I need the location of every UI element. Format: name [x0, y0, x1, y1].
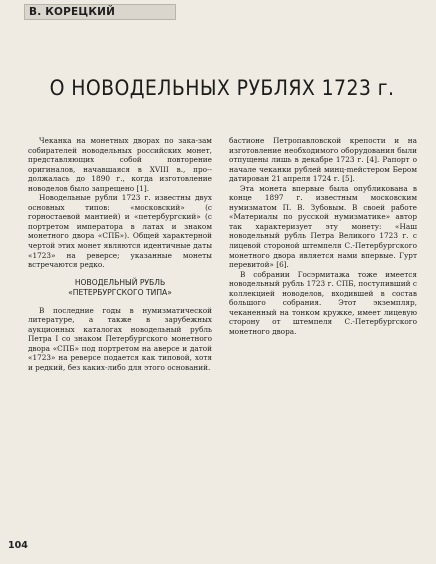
left-column — [28, 136, 212, 534]
paragraph: бастионе Петропавловской крепости и на изготовление необходимого оборудования были отпущены лишь в декабре 1723 г. [4]. Рапорт о начале чеканки рублей минц-meйстером Бером датирован 21 апреля 1724 г. [5]. — [229, 136, 417, 184]
right-column — [229, 136, 417, 560]
paragraph: Чеканка на монетных дворах по зака-зам собирателей новодельных российских монет, представляющих собой повторение оригиналов, начавшаяся в XVIII в., про-должалась до 1890 г., когда изготовление новоделов было запрещено [1]. — [28, 136, 212, 193]
paragraph: Новодельные рубли 1723 г. известны двух основных типов: «московский» (с горностаевой мантией) и «петербургский» (с портретом императора в латах и знаком монетного двора «СПБ»). Общей характерной чертой этих монет являются идентичные даты «1723» на реверсе; указанные монеты встречаются редко. — [28, 193, 212, 270]
section-subheading — [28, 278, 212, 298]
subheading-line: НОВОДЕЛЬНЫЙ РУБЛЬ — [74, 277, 166, 287]
article-title: О НОВОДЕЛЬНЫХ РУБЛЯХ 1723 г. — [49, 76, 395, 100]
paragraph: Эта монета впервые была опубликована в конце 1897 г. известным московским нумизматом П. В. Зубовым. В своей работе «Материалы по русской нумизматике» автор так характеризует эту монету: «Наш новодельный рубль Петра Великого 1723 г. с лицевой стороной штемпеля С.-Петербургского монетного двора является нами впервые. Гурт перевитой» [6]. — [229, 183, 417, 270]
paragraph: В собрании Госэрмитажа тоже имеется новодельный рубль 1723 г. СПБ, поступивший с коллекцией новоделов, входившей в состав большого собрания. Этот экземпляр, чеканенный на тонком кружке, имеет лицевую сторону от штемпеля С.-Петербургского монетного двора. — [229, 269, 417, 336]
paragraph: В последние годы в нумизматической литературе, а также в зарубежных аукционных каталогах новодельный рубль Петра I со знаком Петербургского монетного двора «СПБ» под портретом на аверсе и датой «1723» на реверсе подается как типовой, хотя и редкий, без каких-либо для этого оснований. — [28, 305, 212, 372]
subheading-line: «ПЕТЕРБУРГСКОГО ТИПА» — [68, 287, 172, 297]
author-header-bar — [24, 4, 176, 20]
page-number: 104 — [8, 540, 28, 551]
author-name: В. КОРЕЦКИЙ — [29, 6, 116, 18]
